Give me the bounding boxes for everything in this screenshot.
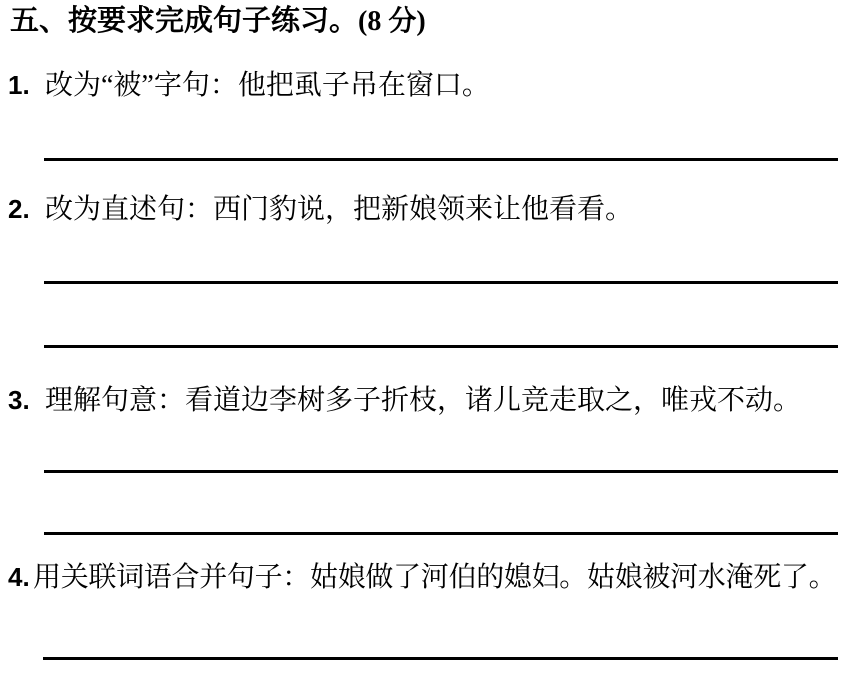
section-title — [10, 5, 426, 38]
question-3-number: 3. — [8, 385, 30, 415]
answer-line-q2-2 — [44, 345, 838, 348]
answer-line-q3-2 — [44, 532, 838, 535]
question-3-text: 理解句意：看道边李树多子折枝，诸儿竞走取之，唯戎不动。 — [45, 385, 802, 416]
answer-line-q2-1 — [44, 281, 838, 284]
question-1-text: 改为“被”字句：他把虱子吊在窗口。 — [45, 70, 490, 101]
question-1-number: 1. — [8, 70, 30, 100]
section-score: (8 分) — [358, 6, 426, 37]
answer-line-q4-1 — [43, 657, 838, 660]
question-2-number: 2. — [8, 194, 30, 224]
question-2 — [8, 193, 633, 226]
question-4-number: 4. — [8, 562, 30, 592]
question-3 — [8, 384, 801, 417]
question-4-text: 用关联词语合并句子：姑娘做了河伯的媳妇。姑娘被河水淹死了。 — [33, 562, 837, 593]
question-2-text: 改为直述句：西门豹说，把新娘领来让他看看。 — [45, 194, 634, 225]
answer-line-q3-1 — [44, 470, 838, 473]
question-1 — [8, 69, 490, 102]
answer-line-q1-1 — [44, 158, 838, 161]
question-4 — [8, 561, 836, 594]
section-title-text: 五、按要求完成句子练习。 — [10, 5, 359, 37]
